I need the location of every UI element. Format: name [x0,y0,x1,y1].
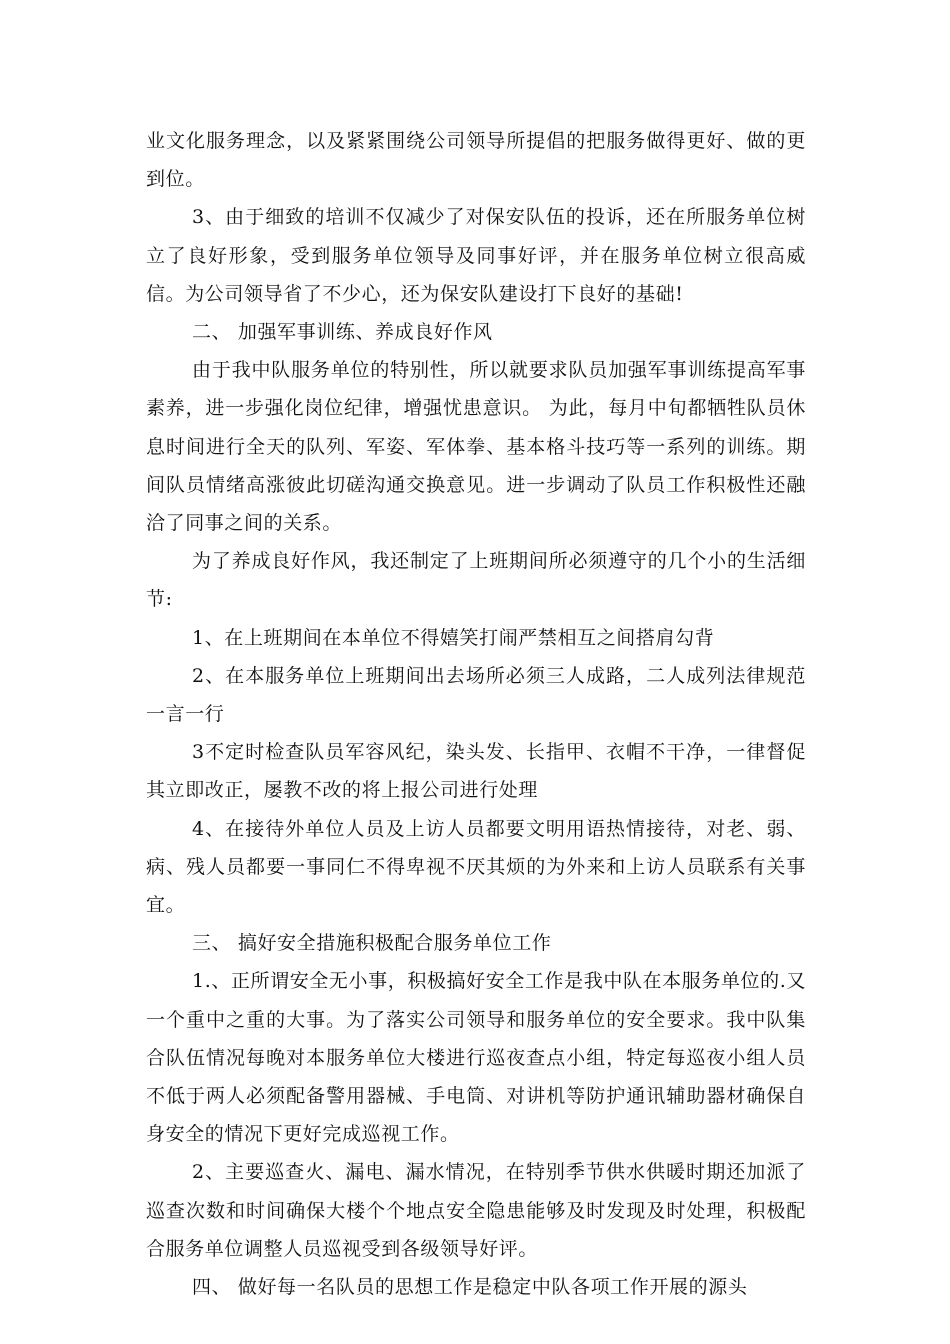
paragraph-item-3: 3、由于细致的培训不仅减少了对保安队伍的投诉，还在所服务单位树立了良好形象，受到服务单位领导及同事好评，并在服务单位树立很高威信。为公司领导省了不少心，还为保安队建设打下良好的基础! [146,206,806,305]
rule-item-4: 4、在接待外单位人员及上访人员都要文明用语热情接待，对老、弱、病、残人员都要一事同仁不得卑视不厌其烦的为外来和上访人员联系有关事宜。 [146,817,806,917]
document-body [146,122,806,1306]
safety-item-1: 1.、正所谓安全无小事，积极搞好安全工作是我中队在本服务单位的.又一个重中之重的大事。为了落实公司领导和服务单位的安全要求。我中队集合队伍情况每晚对本服务单位大楼进行巡夜查点小组，特定每巡夜小组人员不低于两人必须配备警用器械、手电筒、对讲机等防护通讯辅助器材确保自身安全的情况下更好完成巡视工作。 [146,970,806,1146]
safety-item-2: 2、主要巡查火、漏电、漏水情况，在特别季节供水供暖时期还加派了巡查次数和时间确保大楼个个地点安全隐患能够及时发现及时处理，积极配合服务单位调整人员巡视受到各级领导好评。 [146,1161,806,1260]
section-heading-2: 二、 加强军事训练、养成良好作风 [192,321,493,344]
paragraph-training: 由于我中队服务单位的特别性，所以就要求队员加强军事训练提高军事素养，进一步强化岗位纪律，增强忧患意识。 为此，每月中旬都牺牲队员休息时间进行全天的队列、军姿、军体拳、基本格斗技巧等一系列的训练。期间队员情绪高涨彼此切磋沟通交换意见。进一步调动了队员工作积极性还融洽了同事之间的关系。 [146,359,806,535]
rule-item-3: 3不定时检查队员军容风纪，染头发、长指甲、衣帽不干净，一律督促其立即改正，屡教不改的将上报公司进行处理 [146,741,806,802]
paragraph-rules-intro: 为了养成良好作风，我还制定了上班期间所必须遵守的几个小的生活细节: [146,550,806,611]
section-heading-4: 四、 做好每一名队员的思想工作是稳定中队各项工作开展的源头 [192,1276,748,1299]
rule-item-2: 2、在本服务单位上班期间出去场所必须三人成路，二人成列法律规范一言一行 [146,664,806,726]
paragraph-continuation: 业文化服务理念，以及紧紧围绕公司领导所提倡的把服务做得更好、做的更到位。 [146,130,806,191]
section-heading-3: 三、 搞好安全措施积极配合服务单位工作 [192,932,552,955]
rule-item-1: 1、在上班期间在本单位不得嬉笑打闹严禁相互之间搭肩勾背 [192,626,715,649]
